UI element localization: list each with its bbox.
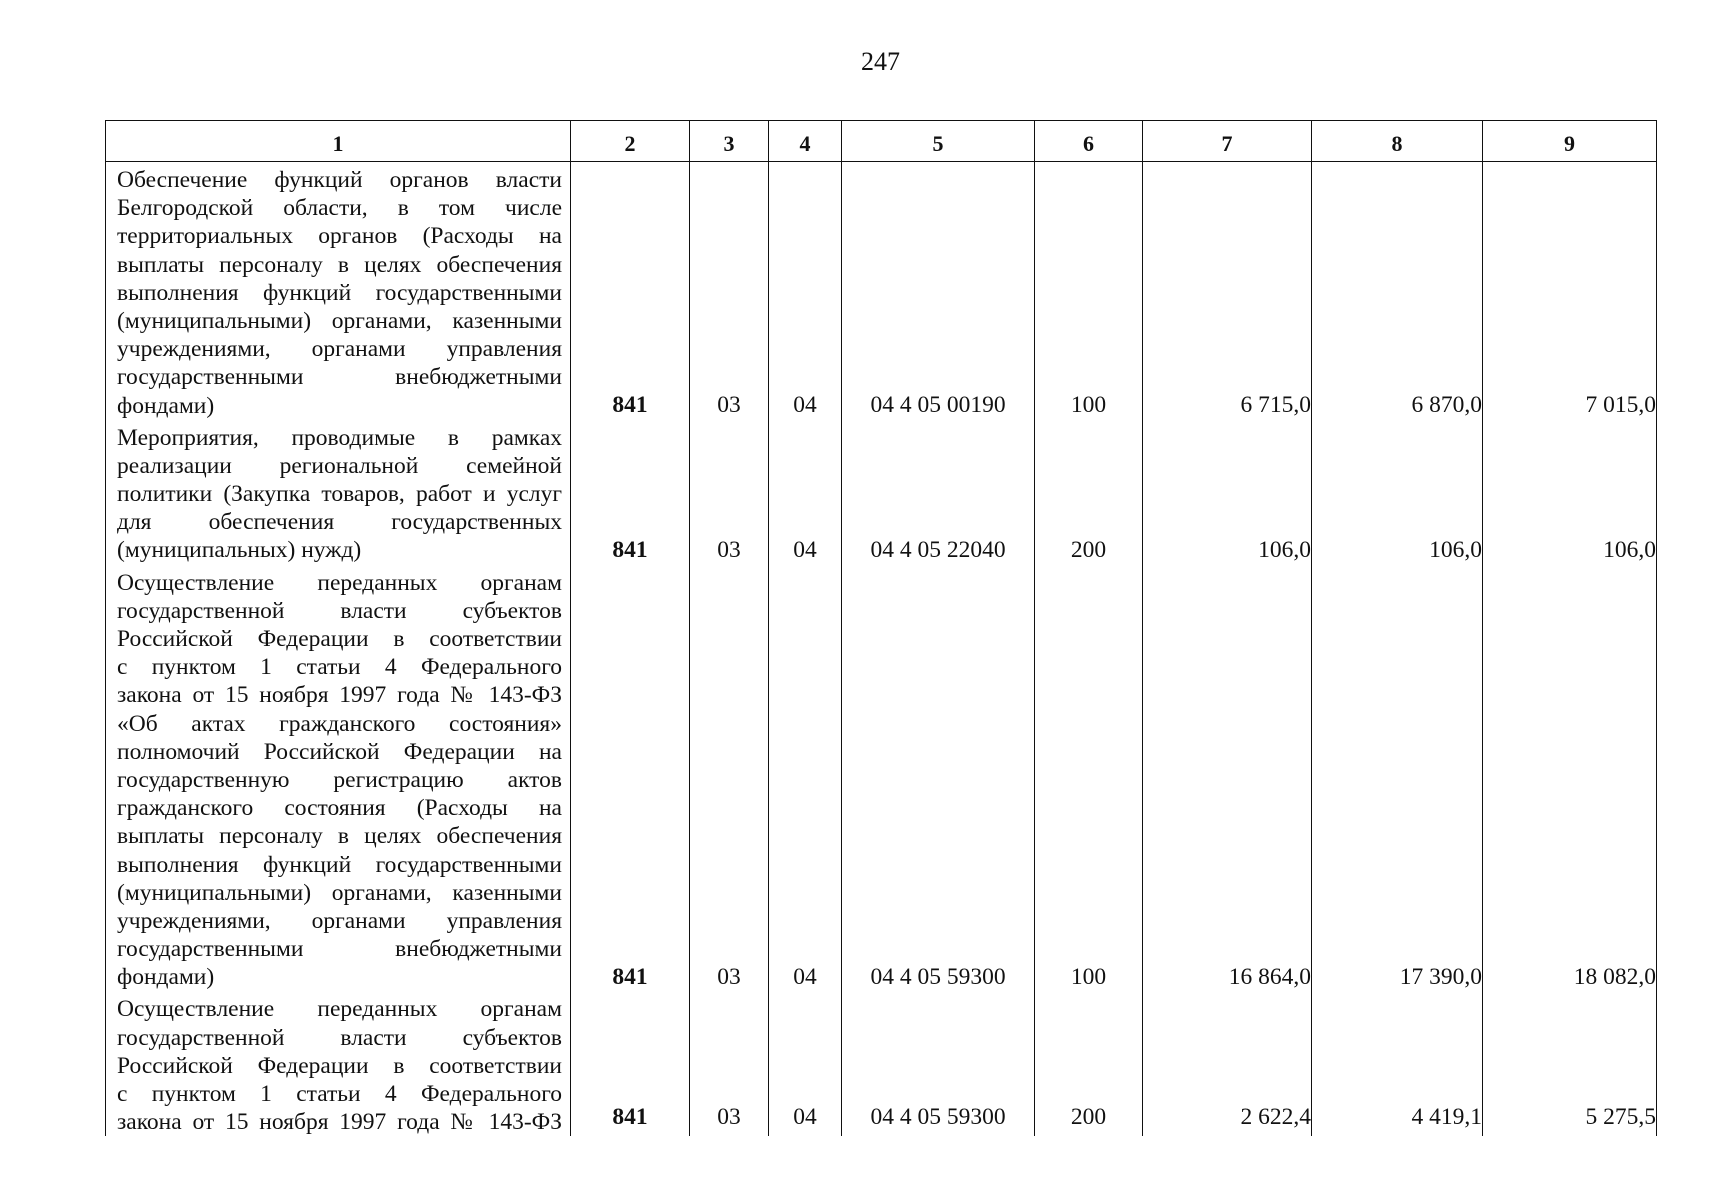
description-line: выплаты персоналу в целях обеспечения	[117, 251, 562, 278]
description-line: (муниципальных) нужд)	[117, 537, 362, 564]
description-line: Белгородской области, в том числе	[117, 195, 562, 222]
description-line: учреждениями, органами управления	[117, 907, 562, 934]
cell-col-9: 106,0	[1483, 420, 1657, 565]
cell-col-7: 16 864,0	[1143, 565, 1312, 992]
description-line: полномочий Российской Федерации на	[117, 738, 562, 765]
table-row	[106, 565, 1657, 992]
cell-col-4: 04	[769, 420, 842, 565]
header-cell-8: 8	[1312, 121, 1483, 162]
header-cell-7: 7	[1143, 121, 1312, 162]
description-cell	[106, 565, 571, 992]
cell-col-2: 841	[571, 162, 690, 420]
description-line: с пунктом 1 статьи 4 Федерального	[117, 654, 562, 681]
cell-col-6: 200	[1035, 991, 1143, 1136]
description-line: фондами)	[117, 964, 215, 991]
header-cell-4: 4	[769, 121, 842, 162]
description-line: политики (Закупка товаров, работ и услуг	[117, 481, 562, 508]
description-line: государственную регистрацию актов	[117, 766, 562, 793]
header-cell-5: 5	[842, 121, 1035, 162]
cell-col-9: 7 015,0	[1483, 162, 1657, 420]
cell-col-5: 04 4 05 59300	[842, 991, 1035, 1136]
description-line: (муниципальными) органами, казенными	[117, 879, 562, 906]
description-line: учреждениями, органами управления	[117, 336, 562, 363]
description-cell	[106, 420, 571, 565]
cell-col-6: 200	[1035, 420, 1143, 565]
description-line: выплаты персоналу в целях обеспечения	[117, 823, 562, 850]
cell-col-2: 841	[571, 565, 690, 992]
description-line: Российской Федерации в соответствии	[117, 626, 562, 652]
description-line: государственными внебюджетными	[117, 364, 562, 391]
cell-col-2: 841	[571, 420, 690, 565]
table-header	[106, 121, 1657, 162]
cell-col-8: 4 419,1	[1312, 991, 1483, 1136]
description-line: (муниципальными) органами, казенными	[117, 307, 562, 334]
cell-col-8: 106,0	[1312, 420, 1483, 565]
cell-col-5: 04 4 05 59300	[842, 565, 1035, 992]
table-row	[106, 991, 1657, 1136]
header-cell-9: 9	[1483, 121, 1657, 162]
budget-table	[105, 120, 1657, 1136]
cell-col-3: 03	[690, 162, 769, 420]
description-line: закона от 15 ноября 1997 года № 143-ФЗ	[117, 682, 562, 709]
table-row	[106, 420, 1657, 565]
description-line: «Об актах гражданского состояния»	[117, 710, 562, 737]
description-cell	[106, 991, 571, 1136]
cell-col-3: 03	[690, 565, 769, 992]
cell-col-9: 18 082,0	[1483, 565, 1657, 992]
description-line: Мероприятия, проводимые в рамках	[117, 424, 562, 451]
description-line: реализации региональной семейной	[117, 452, 562, 479]
description-cell	[106, 162, 571, 420]
description-line: гражданского состояния (Расходы на	[117, 795, 562, 822]
description-line: закона от 15 ноября 1997 года № 143-ФЗ	[117, 1109, 562, 1136]
cell-col-7: 106,0	[1143, 420, 1312, 565]
cell-col-8: 6 870,0	[1312, 162, 1483, 420]
cell-col-7: 2 622,4	[1143, 991, 1312, 1136]
header-row	[106, 121, 1657, 162]
cell-col-5: 04 4 05 00190	[842, 162, 1035, 420]
header-cell-2: 2	[571, 121, 690, 162]
description-line: выполнения функций государственными	[117, 851, 562, 878]
description-line: Осуществление переданных органам	[117, 569, 562, 596]
description-line: Осуществление переданных органам	[117, 996, 562, 1023]
cell-col-3: 03	[690, 991, 769, 1136]
description-line: с пунктом 1 статьи 4 Федерального	[117, 1081, 562, 1107]
description-line: фондами)	[117, 392, 215, 419]
cell-col-4: 04	[769, 991, 842, 1136]
cell-col-9: 5 275,5	[1483, 991, 1657, 1136]
description-line: государственной власти субъектов	[117, 1024, 562, 1051]
description-line: территориальных органов (Расходы на	[117, 223, 562, 250]
page-number: 247	[861, 47, 900, 76]
cell-col-5: 04 4 05 22040	[842, 420, 1035, 565]
description-line: Обеспечение функций органов власти	[117, 167, 562, 193]
cell-col-3: 03	[690, 420, 769, 565]
cell-col-6: 100	[1035, 565, 1143, 992]
table-row	[106, 162, 1657, 420]
header-cell-6: 6	[1035, 121, 1143, 162]
description-line: для обеспечения государственных	[117, 509, 562, 536]
cell-col-6: 100	[1035, 162, 1143, 420]
description-line: выполнения функций государственными	[117, 279, 562, 306]
description-line: государственными внебюджетными	[117, 936, 562, 963]
description-line: Российской Федерации в соответствии	[117, 1052, 562, 1079]
cell-col-2: 841	[571, 991, 690, 1136]
cell-col-7: 6 715,0	[1143, 162, 1312, 420]
cell-col-8: 17 390,0	[1312, 565, 1483, 992]
header-cell-3: 3	[690, 121, 769, 162]
description-line: государственной власти субъектов	[117, 597, 562, 624]
header-cell-1: 1	[106, 121, 571, 162]
table-body	[106, 162, 1657, 1137]
cell-col-4: 04	[769, 565, 842, 992]
cell-col-4: 04	[769, 162, 842, 420]
